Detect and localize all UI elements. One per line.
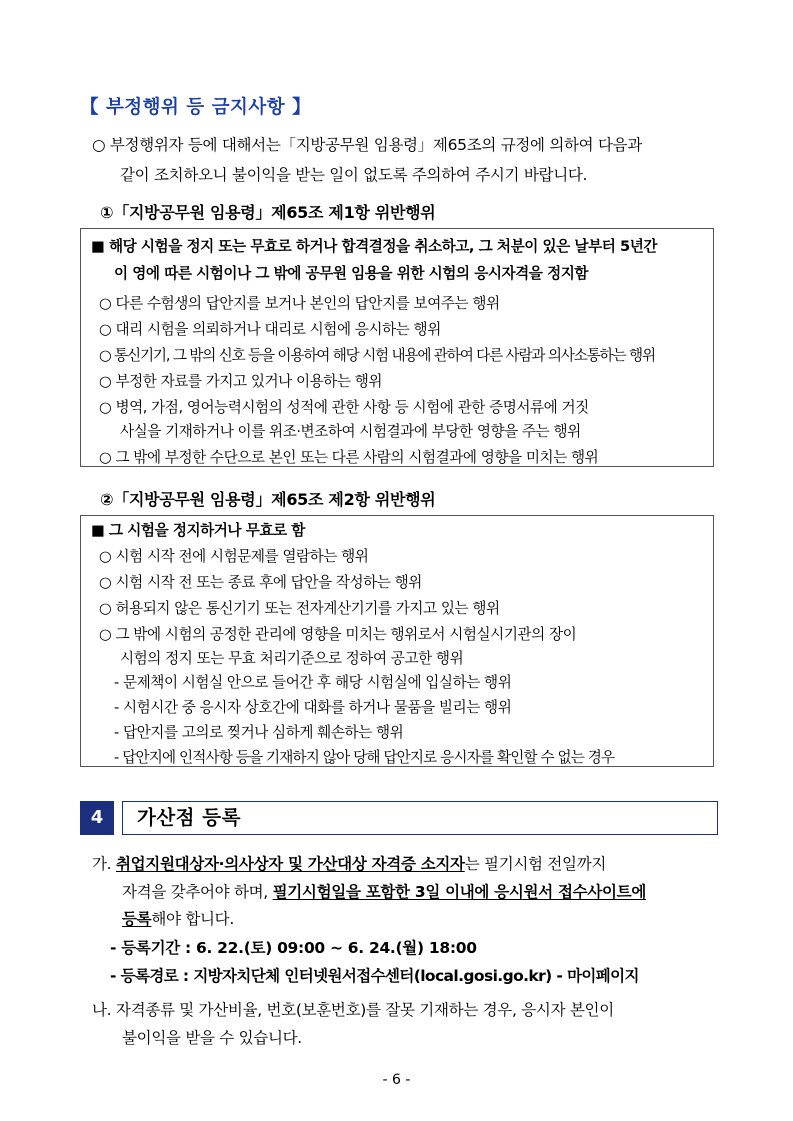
section-number-badge: 4 [80, 801, 114, 835]
subheading-1: ①「지방공무원 임용령」제65조 제1항 위반행위 [100, 203, 436, 222]
page-number: - 6 - [382, 1072, 411, 1088]
box2-item: ○ 시험 시작 전 또는 종료 후에 답안을 작성하는 행위 [99, 574, 422, 591]
box1-item: 사실을 기재하거나 이를 위조·변조하여 시험결과에 부당한 영향을 주는 행위 [120, 423, 581, 440]
item-ga-line-3 [122, 907, 234, 929]
box2-subitem: - 답안지를 고의로 찢거나 심하게 훼손하는 행위 [114, 724, 404, 741]
item-ga-line3-rest: 해야 합니다. [151, 910, 234, 928]
item-ga-bold: 취업지원대상자·의사상자 및 가산대상 자격증 소지자 [115, 855, 465, 873]
subheading-2: ②「지방공무원 임용령」제65조 제2항 위반행위 [100, 490, 436, 509]
box2-item: ○ 그 밖에 시험의 공정한 관리에 영향을 미치는 행위로서 시험실시기관의 장이 [99, 626, 577, 643]
violation-box-1 [80, 228, 714, 467]
box1-item: ○ 부정한 자료를 가지고 있거나 이용하는 행위 [99, 373, 383, 390]
box1-header-1: ■ 해당 시험을 정지 또는 무효로 하거나 합격결정을 취소하고, 그 처분이 있은 날부터 5년간 [91, 238, 658, 255]
box2-subitem: - 답안지에 인적사항 등을 기재하지 않아 당해 답안지로 응시자를 확인할 수 없는 경우 [114, 749, 615, 766]
box1-item: ○ 대리 시험을 의뢰하거나 대리로 시험에 응시하는 행위 [99, 321, 441, 338]
intro-line-1: ○ 부정행위자 등에 대해서는「지방공무원 임용령」제65조의 규정에 의하여 다음과 [92, 136, 643, 154]
box2-subitem: - 문제책이 시험실 안으로 들어간 후 해당 시험실에 입실하는 행위 [114, 674, 512, 691]
box2-item: ○ 허용되지 않은 통신기기 또는 전자계산기기를 가지고 있는 행위 [99, 600, 500, 617]
box1-item: ○ 통신기기, 그 밖의 신호 등을 이용하여 해당 시험 내용에 관하여 다른 사람과 의사소통하는 행위 [99, 347, 655, 364]
box2-header: ■ 그 시험을 정지하거나 무효로 함 [91, 522, 305, 539]
section-title: 가산점 등록 [122, 801, 718, 835]
item-ga-line2-bold: 필기시험일을 포함한 3일 이내에 응시원서 접수사이트에 [272, 883, 647, 901]
box2-subitem: - 시험시간 중 응시자 상호간에 대화를 하거나 물품을 빌리는 행위 [114, 699, 512, 716]
box2-item: 시험의 정지 또는 무효 처리기준으로 정하여 공고한 행위 [120, 650, 464, 667]
item-ga-line-2 [122, 880, 646, 902]
item-ga-line2-plain: 자격을 갖추어야 하며, [122, 883, 273, 901]
box1-item: ○ 그 밖에 부정한 수단으로 본인 또는 다른 사람의 시험결과에 영향을 미치는 행위 [99, 449, 599, 466]
box1-item: ○ 병역, 가점, 영어능력시험의 성적에 관한 사항 등 시험에 관한 증명서류에 거짓 [99, 399, 589, 416]
section-heading: 【 부정행위 등 금지사항 】 [80, 97, 312, 118]
box2-item: ○ 시험 시작 전에 시험문제를 열람하는 행위 [99, 548, 369, 565]
registration-route: - 등록경로 : 지방자치단체 인터넷원서접수센터(local.gosi.go.kr) - 마이페이지 [110, 967, 639, 985]
item-ga-line3-bold: 등록 [122, 910, 152, 928]
item-na-line-1: 나. 자격종류 및 가산비율, 번호(보훈번호)를 잘못 기재하는 경우, 응시자 본인이 [92, 1001, 614, 1019]
item-na-line-2: 불이익을 받을 수 있습니다. [122, 1029, 302, 1047]
item-ga-line-1 [92, 852, 606, 874]
intro-line-2: 같이 조치하오니 불이익을 받는 일이 없도록 주의하여 주시기 바랍니다. [120, 166, 588, 184]
registration-period: - 등록기간 : 6. 22.(토) 09:00 ~ 6. 24.(월) 18:00 [110, 939, 477, 957]
item-ga-prefix: 가. [92, 855, 112, 873]
violation-box-2 [80, 515, 714, 767]
box1-item: ○ 다른 수험생의 답안지를 보거나 본인의 답안지를 보여주는 행위 [99, 295, 500, 312]
box1-header-2: 이 영에 따른 시험이나 그 밖에 공무원 임용을 위한 시험의 응시자격을 정지함 [114, 265, 589, 282]
item-ga-rest: 는 필기시험 전일까지 [464, 855, 607, 873]
